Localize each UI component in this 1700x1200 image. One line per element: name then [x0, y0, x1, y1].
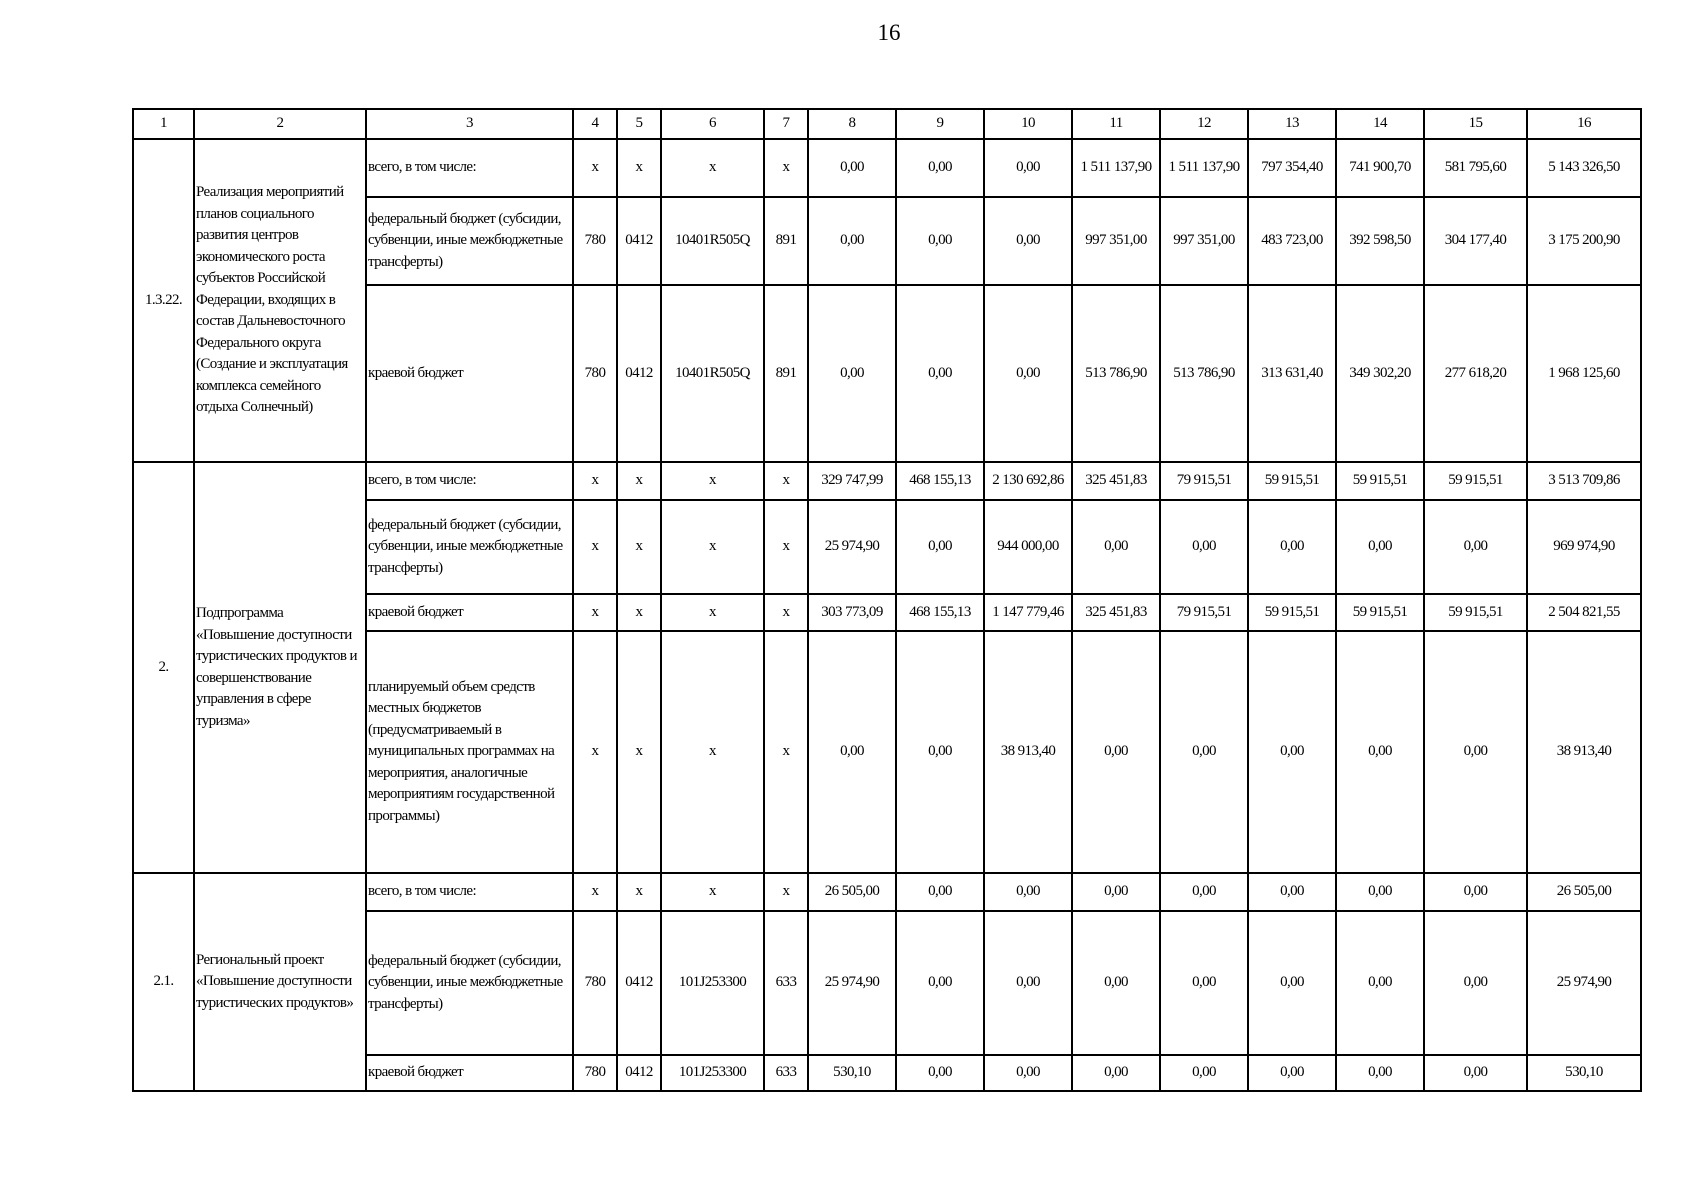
item-number-cell: 1.3.22. — [133, 139, 194, 462]
amount-cell: 0,00 — [896, 500, 984, 594]
funding-source-cell: всего, в том числе: — [366, 139, 573, 197]
code-cell: 633 — [764, 911, 808, 1055]
amount-cell: 59 915,51 — [1424, 462, 1527, 500]
code-cell: 633 — [764, 1055, 808, 1091]
amount-cell: 329 747,99 — [808, 462, 896, 500]
header-cell: 14 — [1336, 109, 1424, 139]
amount-cell: 0,00 — [1248, 911, 1336, 1055]
amount-cell: 79 915,51 — [1160, 594, 1248, 631]
amount-cell: 25 974,90 — [808, 911, 896, 1055]
amount-cell: 0,00 — [1248, 500, 1336, 594]
funding-source-cell: федеральный бюджет (субсидии, субвенции, иные межбюджетные трансферты) — [366, 500, 573, 594]
amount-cell: 0,00 — [808, 197, 896, 285]
code-cell: 101J253300 — [661, 1055, 764, 1091]
amount-cell: 969 974,90 — [1527, 500, 1641, 594]
code-cell: x — [764, 500, 808, 594]
amount-cell: 303 773,09 — [808, 594, 896, 631]
item-name-cell: Подпрограмма «Повышение доступности туристических продуктов и совершенствование управления в сфере туризма» — [194, 462, 366, 873]
funding-source-cell: краевой бюджет — [366, 1055, 573, 1091]
amount-cell: 0,00 — [896, 1055, 984, 1091]
amount-cell: 468 155,13 — [896, 462, 984, 500]
amount-cell: 59 915,51 — [1336, 462, 1424, 500]
code-cell: 0412 — [617, 911, 661, 1055]
code-cell: x — [617, 873, 661, 911]
amount-cell: 0,00 — [984, 285, 1072, 462]
amount-cell: 0,00 — [1160, 1055, 1248, 1091]
funding-source-cell: краевой бюджет — [366, 285, 573, 462]
code-cell: x — [661, 500, 764, 594]
page-number: 16 — [877, 20, 901, 45]
amount-cell: 392 598,50 — [1336, 197, 1424, 285]
code-cell: x — [661, 631, 764, 873]
amount-cell: 483 723,00 — [1248, 197, 1336, 285]
amount-cell: 325 451,83 — [1072, 594, 1160, 631]
code-cell: x — [573, 631, 617, 873]
code-cell: x — [573, 139, 617, 197]
code-cell: 891 — [764, 285, 808, 462]
funding-source-cell: всего, в том числе: — [366, 873, 573, 911]
amount-cell: 2 130 692,86 — [984, 462, 1072, 500]
table-row — [133, 462, 1641, 500]
code-cell: x — [573, 462, 617, 500]
code-cell: x — [661, 594, 764, 631]
code-cell: 780 — [573, 285, 617, 462]
item-name-cell: Региональный проект «Повышение доступности туристических продуктов» — [194, 873, 366, 1091]
amount-cell: 468 155,13 — [896, 594, 984, 631]
header-cell: 15 — [1424, 109, 1527, 139]
amount-cell: 349 302,20 — [1336, 285, 1424, 462]
amount-cell: 0,00 — [1072, 873, 1160, 911]
code-cell: x — [661, 462, 764, 500]
amount-cell: 0,00 — [896, 197, 984, 285]
amount-cell: 0,00 — [896, 873, 984, 911]
amount-cell: 0,00 — [1248, 631, 1336, 873]
amount-cell: 0,00 — [896, 911, 984, 1055]
header-cell: 10 — [984, 109, 1072, 139]
amount-cell: 0,00 — [984, 911, 1072, 1055]
table-row — [133, 873, 1641, 911]
code-cell: x — [764, 139, 808, 197]
code-cell: 780 — [573, 911, 617, 1055]
amount-cell: 3 175 200,90 — [1527, 197, 1641, 285]
amount-cell: 59 915,51 — [1248, 594, 1336, 631]
amount-cell: 997 351,00 — [1072, 197, 1160, 285]
amount-cell: 0,00 — [1160, 500, 1248, 594]
code-cell: 10401R505Q — [661, 285, 764, 462]
amount-cell: 0,00 — [808, 631, 896, 873]
amount-cell: 0,00 — [1248, 1055, 1336, 1091]
amount-cell: 0,00 — [1424, 873, 1527, 911]
amount-cell: 0,00 — [1336, 911, 1424, 1055]
header-row — [133, 109, 1641, 139]
amount-cell: 0,00 — [1424, 1055, 1527, 1091]
amount-cell: 797 354,40 — [1248, 139, 1336, 197]
amount-cell: 59 915,51 — [1336, 594, 1424, 631]
code-cell: x — [617, 631, 661, 873]
amount-cell: 2 504 821,55 — [1527, 594, 1641, 631]
amount-cell: 0,00 — [1336, 873, 1424, 911]
amount-cell: 997 351,00 — [1160, 197, 1248, 285]
header-cell: 11 — [1072, 109, 1160, 139]
amount-cell: 0,00 — [1424, 631, 1527, 873]
code-cell: 780 — [573, 1055, 617, 1091]
item-number-cell: 2.1. — [133, 873, 194, 1091]
code-cell: x — [617, 594, 661, 631]
amount-cell: 0,00 — [1336, 500, 1424, 594]
header-cell: 2 — [194, 109, 366, 139]
amount-cell: 0,00 — [1424, 911, 1527, 1055]
amount-cell: 741 900,70 — [1336, 139, 1424, 197]
item-number-cell: 2. — [133, 462, 194, 873]
amount-cell: 0,00 — [808, 139, 896, 197]
code-cell: x — [617, 462, 661, 500]
amount-cell: 38 913,40 — [984, 631, 1072, 873]
amount-cell: 0,00 — [1072, 500, 1160, 594]
amount-cell: 0,00 — [896, 285, 984, 462]
code-cell: 0412 — [617, 285, 661, 462]
header-cell: 13 — [1248, 109, 1336, 139]
funding-source-cell: всего, в том числе: — [366, 462, 573, 500]
code-cell: 0412 — [617, 1055, 661, 1091]
amount-cell: 530,10 — [808, 1055, 896, 1091]
code-cell: x — [573, 500, 617, 594]
header-cell: 4 — [573, 109, 617, 139]
amount-cell: 79 915,51 — [1160, 462, 1248, 500]
code-cell: 0412 — [617, 197, 661, 285]
item-name-cell: Реализация мероприятий планов социального развития центров экономического роста субъектов Российской Федерации, входящих в состав Дальневосточного Федерального округа (Создание и эксплуатация комплекса семейного отдыха Солнечный) — [194, 139, 366, 462]
amount-cell: 0,00 — [1072, 911, 1160, 1055]
amount-cell: 304 177,40 — [1424, 197, 1527, 285]
amount-cell: 0,00 — [808, 285, 896, 462]
amount-cell: 0,00 — [1072, 631, 1160, 873]
code-cell: 101J253300 — [661, 911, 764, 1055]
amount-cell: 5 143 326,50 — [1527, 139, 1641, 197]
code-cell: 891 — [764, 197, 808, 285]
amount-cell: 0,00 — [896, 631, 984, 873]
amount-cell: 277 618,20 — [1424, 285, 1527, 462]
amount-cell: 0,00 — [1336, 631, 1424, 873]
funding-source-cell: краевой бюджет — [366, 594, 573, 631]
amount-cell: 59 915,51 — [1424, 594, 1527, 631]
amount-cell: 0,00 — [1424, 500, 1527, 594]
code-cell: x — [573, 873, 617, 911]
amount-cell: 513 786,90 — [1072, 285, 1160, 462]
header-cell: 5 — [617, 109, 661, 139]
funding-source-cell: планируемый объем средств местных бюджетов (предусматриваемый в муниципальных программах на мероприятия, аналогичные мероприятиям государственной программы) — [366, 631, 573, 873]
amount-cell: 0,00 — [1160, 911, 1248, 1055]
amount-cell: 581 795,60 — [1424, 139, 1527, 197]
header-cell: 8 — [808, 109, 896, 139]
amount-cell: 0,00 — [1248, 873, 1336, 911]
code-cell: 10401R505Q — [661, 197, 764, 285]
amount-cell: 25 974,90 — [1527, 911, 1641, 1055]
header-cell: 3 — [366, 109, 573, 139]
code-cell: x — [617, 139, 661, 197]
amount-cell: 0,00 — [1072, 1055, 1160, 1091]
funding-source-cell: федеральный бюджет (субсидии, субвенции, иные межбюджетные трансферты) — [366, 911, 573, 1055]
amount-cell: 325 451,83 — [1072, 462, 1160, 500]
header-cell: 12 — [1160, 109, 1248, 139]
amount-cell: 0,00 — [1336, 1055, 1424, 1091]
code-cell: x — [661, 139, 764, 197]
budget-table — [132, 108, 1642, 1092]
amount-cell: 1 511 137,90 — [1160, 139, 1248, 197]
amount-cell: 0,00 — [896, 139, 984, 197]
amount-cell: 1 511 137,90 — [1072, 139, 1160, 197]
amount-cell: 25 974,90 — [808, 500, 896, 594]
funding-source-cell: федеральный бюджет (субсидии, субвенции, иные межбюджетные трансферты) — [366, 197, 573, 285]
amount-cell: 0,00 — [1160, 873, 1248, 911]
amount-cell: 0,00 — [984, 197, 1072, 285]
amount-cell: 513 786,90 — [1160, 285, 1248, 462]
code-cell: x — [661, 873, 764, 911]
header-cell: 16 — [1527, 109, 1641, 139]
amount-cell: 944 000,00 — [984, 500, 1072, 594]
code-cell: x — [764, 594, 808, 631]
amount-cell: 1 968 125,60 — [1527, 285, 1641, 462]
table-row — [133, 139, 1641, 197]
header-cell: 9 — [896, 109, 984, 139]
amount-cell: 3 513 709,86 — [1527, 462, 1641, 500]
code-cell: x — [573, 594, 617, 631]
code-cell: x — [617, 500, 661, 594]
amount-cell: 59 915,51 — [1248, 462, 1336, 500]
amount-cell: 1 147 779,46 — [984, 594, 1072, 631]
header-cell: 1 — [133, 109, 194, 139]
header-cell: 6 — [661, 109, 764, 139]
amount-cell: 0,00 — [1160, 631, 1248, 873]
amount-cell: 313 631,40 — [1248, 285, 1336, 462]
amount-cell: 530,10 — [1527, 1055, 1641, 1091]
code-cell: 780 — [573, 197, 617, 285]
amount-cell: 26 505,00 — [808, 873, 896, 911]
amount-cell: 0,00 — [984, 1055, 1072, 1091]
header-cell: 7 — [764, 109, 808, 139]
amount-cell: 0,00 — [984, 873, 1072, 911]
amount-cell: 38 913,40 — [1527, 631, 1641, 873]
amount-cell: 0,00 — [984, 139, 1072, 197]
code-cell: x — [764, 631, 808, 873]
code-cell: x — [764, 462, 808, 500]
amount-cell: 26 505,00 — [1527, 873, 1641, 911]
code-cell: x — [764, 873, 808, 911]
